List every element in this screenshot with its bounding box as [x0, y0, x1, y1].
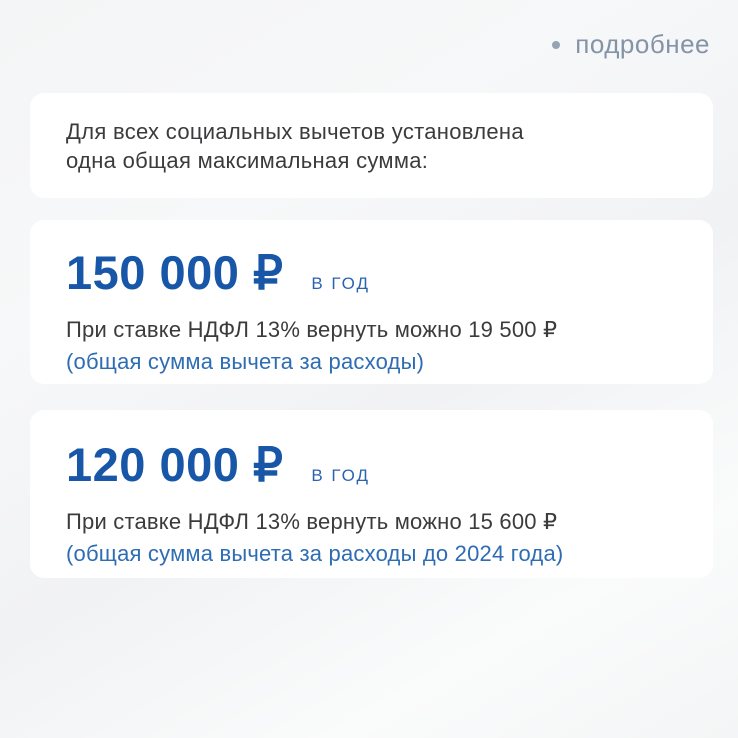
deduction-card-150000: [30, 220, 713, 384]
note-text: (общая сумма вычета за расходы до 2024 года): [66, 541, 564, 566]
intro-text-line1: Для всех социальных вычетов установлена: [66, 118, 524, 144]
intro-text-line2: одна общая максимальная сумма:: [66, 147, 429, 173]
more-link[interactable]: [552, 29, 710, 60]
amount-value: 120 000 ₽: [66, 438, 284, 491]
note-text: (общая сумма вычета за расходы): [66, 349, 425, 374]
deduction-card-120000: [30, 410, 713, 578]
amount-value: 150 000 ₽: [66, 246, 284, 299]
amount-period: В ГОД: [311, 274, 371, 293]
bullet-dot-icon: [552, 41, 560, 49]
detail-text: При ставке НДФЛ 13% вернуть можно 19 500 ₽: [66, 317, 558, 342]
intro-card: [30, 93, 713, 198]
amount-row: [66, 437, 677, 493]
more-label: подробнее: [575, 29, 710, 59]
amount-period: В ГОД: [311, 466, 371, 485]
detail-text: При ставке НДФЛ 13% вернуть можно 15 600 ₽: [66, 509, 558, 534]
amount-row: [66, 245, 677, 301]
